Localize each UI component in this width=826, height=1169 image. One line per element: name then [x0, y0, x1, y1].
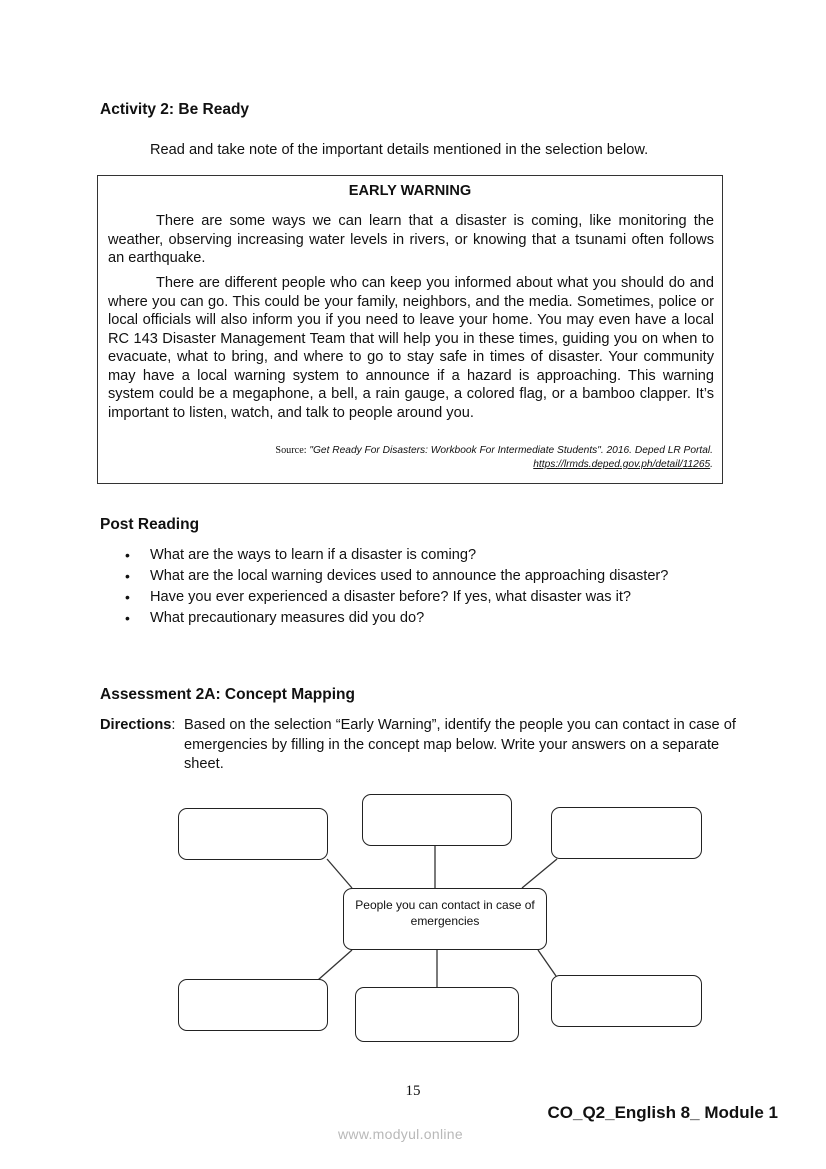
reading-paragraph	[108, 212, 714, 268]
reading-title: EARLY WARNING	[348, 183, 472, 199]
paragraph-text: There are some ways we can learn that a disaster is coming, like monitoring the weather, observing increasing water levels in rivers, or knowing that a tsunami often follows an earthquake.	[108, 213, 714, 266]
directions-colon: :	[171, 717, 176, 733]
activity-title: Activity 2: Be Ready	[100, 101, 250, 118]
answer-box-bottom-right[interactable]	[551, 975, 702, 1027]
answer-box-top-center[interactable]	[362, 794, 512, 846]
activity-instruction: Read and take note of the important details mentioned in the selection below.	[150, 142, 649, 158]
answer-box-top-left[interactable]	[178, 808, 328, 860]
question-item: • What are the ways to learn if a disaster is coming?	[120, 545, 668, 566]
paragraph-text: There are different people who can keep you informed about what you should do and where you can go. This could be your family, neighbors, and the media. Sometimes, police or local officials will also inform you if you need to leave your home. You may even have a local RC 143 Disaster Management Team that will help you in these times, guiding you on when to evacuate, what to bring, and where to go to stay safe in times of disaster. Your community may have a local warning system to announce if a hazard is approaching. This warning system could be a megaphone, a bell, a rain gauge, a colored flag, or a bamboo clapper. It’s important to listen, watch, and talk to people around you.	[108, 275, 714, 421]
assessment-directions	[100, 716, 740, 772]
page-number: 15	[405, 1083, 421, 1099]
question-item: • Have you ever experienced a disaster before? If yes, what disaster was it?	[120, 587, 668, 608]
source-citation	[275, 444, 713, 472]
source-label: Source:	[275, 445, 307, 456]
post-reading-title: Post Reading	[100, 516, 200, 533]
answer-box-bottom-left[interactable]	[178, 979, 328, 1031]
directions-text: Based on the selection “Early Warning”, identify the people you can contact in case of emergencies by filling in the concept map below. Write your answers on a separate sheet.	[184, 717, 736, 772]
module-code: CO_Q2_English 8_ Module 1	[547, 1103, 778, 1122]
concept-map-center: People you can contact in case of emergencies	[343, 888, 547, 950]
directions-label: Directions	[100, 717, 172, 733]
post-reading-questions	[120, 545, 668, 629]
reading-selection-box	[97, 175, 723, 484]
answer-box-top-right[interactable]	[551, 807, 702, 859]
question-item: • What precautionary measures did you do?	[120, 608, 668, 629]
question-item: • What are the local warning devices used to announce the approaching disaster?	[120, 566, 668, 587]
answer-box-bottom-center[interactable]	[355, 987, 519, 1042]
source-title: "Get Ready For Disasters: Workbook For Intermediate Students". 2016. Deped LR Portal.	[309, 445, 713, 456]
assessment-title: Assessment 2A: Concept Mapping	[100, 686, 355, 703]
reading-paragraph	[108, 274, 714, 422]
source-link-period: .	[710, 459, 713, 470]
watermark: www.modyul.online	[338, 1126, 463, 1142]
source-link[interactable]: https://lrmds.deped.gov.ph/detail/11265	[533, 459, 711, 470]
